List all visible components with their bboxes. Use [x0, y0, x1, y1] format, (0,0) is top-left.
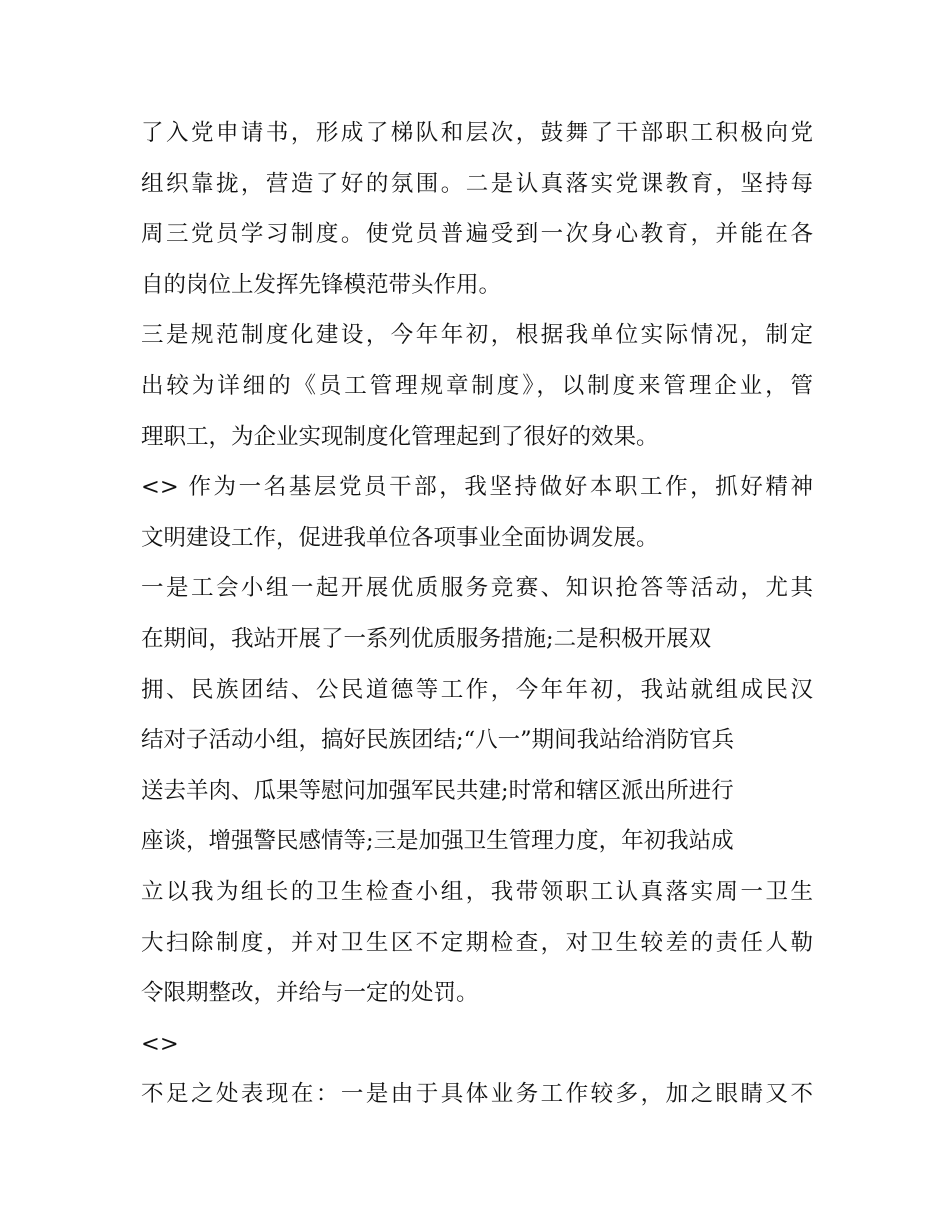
text-line: 大扫除制度，并对卫生区不定期检查，对卫生较差的责任人勒	[141, 929, 813, 956]
text-line: 令限期整改，并给与一定的处罚。	[141, 980, 479, 1007]
text-line: 在期间，我站开展了一系列优质服务措施;二是积极开展双	[141, 625, 712, 652]
text-line: <> 作为一名基层党员干部，我坚持做好本职工作，抓好精神	[141, 474, 813, 501]
text-line: 结对子活动小组，搞好民族团结;“八一”期间我站给消防官兵	[141, 727, 735, 754]
text-line: 了入党申请书，形成了梯队和层次，鼓舞了干部职工积极向党	[141, 120, 813, 146]
text-line: 周三党员学习制度。使党员普遍受到一次身心教育，并能在各	[141, 221, 813, 248]
text-line: <>	[141, 1030, 179, 1057]
text-line: 理职工，为企业实现制度化管理起到了很好的效果。	[141, 423, 659, 450]
text-line: 出较为详细的《员工管理规章制度》，以制度来管理企业，管	[141, 372, 813, 399]
text-line: 送去羊肉、瓜果等慰问加强军民共建;时常和辖区派出所进行	[141, 777, 734, 804]
text-line: 一是工会小组一起开展优质服务竞赛、知识抢答等活动，尤其	[141, 575, 813, 602]
text-line: 文明建设工作，促进我单位各项事业全面协调发展。	[141, 524, 659, 551]
text-line: 座谈，增强警民感情等;三是加强卫生管理力度，年初我站成	[141, 828, 734, 855]
text-line: 拥、民族团结、公民道德等工作，今年年初，我站就组成民汉	[141, 676, 813, 703]
text-line: 三是规范制度化建设，今年年初，根据我单位实际情况，制定	[141, 322, 813, 349]
document-body	[141, 108, 813, 1120]
text-line: 不足之处表现在：一是由于具体业务工作较多，加之眼睛又不	[141, 1081, 813, 1108]
text-line: 组织靠拢，营造了好的氛围。二是认真落实党课教育，坚持每	[141, 170, 813, 197]
text-line: 自的岗位上发挥先锋模范带头作用。	[141, 271, 502, 298]
text-line: 立以我为组长的卫生检查小组，我带领职工认真落实周一卫生	[141, 878, 813, 905]
